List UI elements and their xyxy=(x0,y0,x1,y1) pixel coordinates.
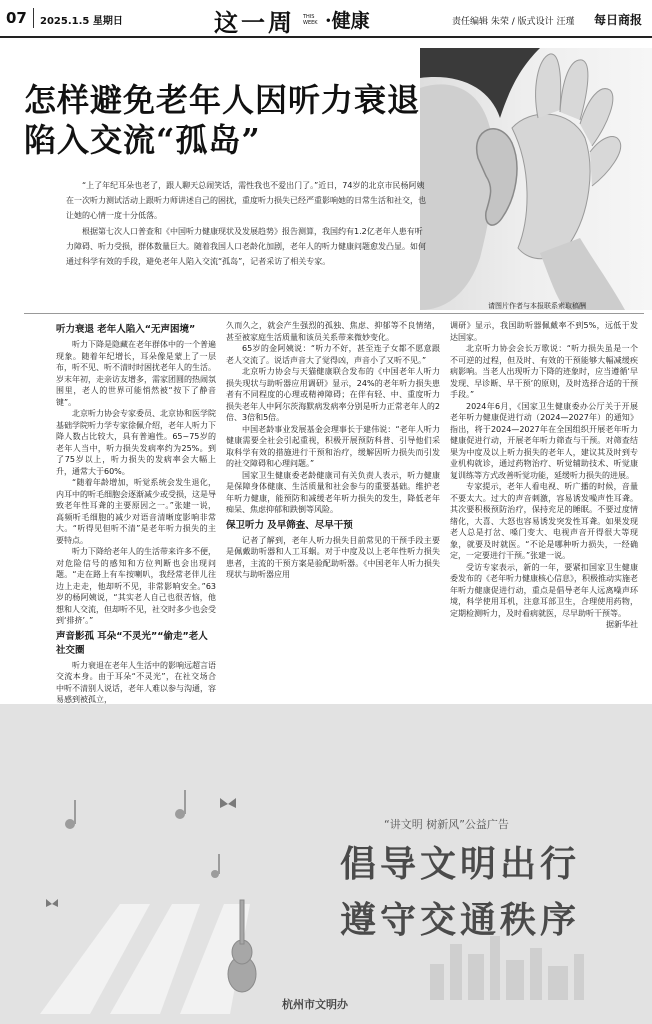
article-title xyxy=(24,80,444,160)
hand-to-ear-illustration xyxy=(420,48,652,310)
body-column-2 xyxy=(226,320,440,712)
photo-credit: 请图片作者与本报联系索取稿酬 xyxy=(488,302,586,310)
body-column-3 xyxy=(450,320,638,712)
page-header xyxy=(0,0,652,38)
article-title-line2: 陷入交流“孤岛” xyxy=(24,121,261,159)
body-paragraph: 受访专家表示，新的一年，要紧扣国家卫生健康委发布的《老年听力健康核心信息》，积极推动实施老年听力健康促进行动，重点是倡导老年人远离噪声环境，科学使用耳机，注意耳部卫生，合理使用药物，定期检测听力，及时看病就医，尽早助听干预等。 xyxy=(450,562,638,618)
issue-date: 2025.1.5 星期日 xyxy=(40,16,123,27)
subheading: 保卫听力 及早筛查、尽早干预 xyxy=(226,519,353,531)
header-divider xyxy=(33,8,34,28)
body-paragraph: 久而久之，就会产生强烈的孤独、焦虑、抑郁等不良情绪，甚至被家庭生活质量和该员关系带来微妙变化。 xyxy=(226,321,440,342)
body-paragraph: 专家提示，老年人看电视、听广播的时候，音量不要太大。过大的声音刺激，容易诱发噪声性耳聋。其次要积极预防治疗，保持充足的睡眠。不要过度情绪化，大喜、大怒也容易诱发突发性耳聋。如果发现老人总是打岔、嗓门变大、电视声音开得很大等现象，就要及时就医。“不论是哪种听力损失，一经确定，一定要进行干预。”张建一说。 xyxy=(450,482,638,560)
body-paragraph: 听力下降给老年人的生活带来许多不便，对危险信号的感知和方位判断也会出现问题。“走在路上有车按喇叭，我经常老伴儿往边上走走，他却听不见，非常影响安全。”63岁的杨阿姨说，“其实老人自己也很苦恼，他想和人交流，但却听不见，社交时多少也会受到‘排挤’。” xyxy=(56,547,216,625)
lead-paragraph: 根据第七次人口普查和《中国听力健康现状及发展趋势》报告测算，我国约有1.2亿老年人患有听力障碍、听力受损，群体数量巨大。随着我国人口老龄化加剧，老年人的听力健康问题愈发凸显。如何通过科学有效的手段，避免老年人陷入交流“孤岛”，记者采访了相关专家。 xyxy=(66,227,426,266)
body-paragraph: “随着年龄增加，听觉系统会发生退化，内耳中的听毛细胞会逐渐减少或受损，这是导致老年性耳聋的主要原因之一。”张建一说，高频听毛细胞的减少对语音清晰度影响非常大。“听得见但听不清”是老年听力损失的主要特点。 xyxy=(56,478,216,545)
editor-credits: 责任编辑 朱荣 / 版式设计 汪瑾 xyxy=(452,17,575,27)
body-column-1 xyxy=(56,320,216,712)
lead-paragraph: “上了年纪耳朵也老了，跟人聊天总闹笑话，需性我也不爱出门了。”近日，74岁的北京市民杨阿姨在一次听力测试活动上跟听力师讲述自己的困扰，重度听力损失已经严重影响她的日常生活和社交，也让她的心情一度十分低落。 xyxy=(66,181,426,220)
body-paragraph: 北京听力协会与天猫健康联合发布的《中国老年人听力损失现状与助听器应用调研》显示，24%的老年听力损失患者有不同程度的心理或精神障碍；在伴有轻、中、重度听力损失老年人中阿尔茨海默病发病率分别是听力正常老年人的2倍、3倍和5倍。 xyxy=(226,367,440,422)
public-service-ad xyxy=(0,704,652,1024)
column-name-en: THIS WEEK xyxy=(303,14,318,26)
body-paragraph: 北京听力协会专家委员、北京协和医学院基础学院听力学专家徐佩介绍，老年人听力下降人数占比较大，具有普遍性。65~75岁的老年人当中，听力损失发病率约为25%。到了75岁以上，听力损失的发病率会大幅上升，通常大于60%。 xyxy=(56,409,216,476)
body-paragraph: 2024年6月，《国家卫生健康委办公厅关于开展老年听力健康促进行动（2024—2027年）的通知》指出，将于2024—2027年在全国组织开展老年听力健康促进行动，开展老年听力筛查与干预。对筛查结果为中度及以上听力损失的老年人，建议其及时到专业机构就诊，通过药物治疗、听觉辅助技术、听觉康复训练等方式改善听觉功能，延缓听力损失的进展。 xyxy=(450,401,638,480)
body-paragraph: 北京听力协会会长万歌说：“听力损失虽是一个不可逆的过程，但及时、有效的干预能够大幅减缓疾病影响。当老人出现听力下降的迹象时，应当遵循‘早发现、早诊断、早干预’的原则，及时选择合适的干预手段。” xyxy=(450,344,638,399)
ad-slogan-line1: 倡导文明出行 xyxy=(340,843,581,885)
section-divider xyxy=(24,313,644,314)
ad-campaign-label: “讲文明 树新风”公益广告 xyxy=(384,818,509,831)
ear-listening-photo xyxy=(420,48,652,310)
column-subname: ·健康 xyxy=(325,10,370,32)
subheading: 听力衰退 老年人陷入“无声困境” xyxy=(56,324,196,335)
byline: 据新华社 xyxy=(606,620,638,629)
newspaper-name: 每日商报 xyxy=(594,13,643,27)
page-number: 07 xyxy=(6,9,27,27)
body-paragraph: 听力衰退在老年人生活中的影响远超言语交流本身。由于耳朵“不灵光”，在社交场合中听不清别人说话，老年人难以参与沟通，容易感到被孤立， xyxy=(56,660,216,704)
body-paragraph: 国家卫生健康委老龄健康司有关负责人表示，听力健康是保障身体健康、生活质量和社会参与的重要基础。维护老年听力健康，能预防和减缓老年听力损失的发生，降低老年痴呆、焦虑抑郁和跌倒等风险。 xyxy=(226,470,440,514)
body-paragraph: 听力下降是隐藏在老年群体中的一个普遍现象。随着年纪增长，耳朵像是蒙上了一层布，听不见、听不清时时困扰老年人的生活。岁末年初，走亲访友增多，需家团圆的热闹氛围里，老人的世界可能悄然被“按下了静音键”。 xyxy=(56,340,216,407)
article-title-line1: 怎样避免老年人因听力衰退 xyxy=(24,81,421,119)
column-name: 这一周 xyxy=(214,8,295,37)
body-paragraph: 调研》显示，我国助听器佩戴率不到5%，远低于发达国家。 xyxy=(450,321,638,342)
body-paragraph: 中国老龄事业发展基金会理事长于建伟说：“老年人听力健康需要全社会引起重视，积极开展预防科普、引导他们采取科学有效的措施进行干预和治疗，缓解因听力损失而引发的社交障碍和心理问题。” xyxy=(226,424,440,468)
body-paragraph: 记者了解到，老年人听力损失目前常见的干预手段主要是佩戴助听器和人工耳蜗。对于中度及以上老年性听力损失患者，主流的干预方案是验配助听器。《中国老年人听力损失现状与助听器应用 xyxy=(226,535,440,579)
article-lead xyxy=(66,178,430,270)
subheading: 声音影孤 耳朵“不灵光”“偷走”老人社交圈 xyxy=(56,630,208,656)
ad-slogan-line2: 遵守交通秩序 xyxy=(340,899,581,941)
ad-organizer: 杭州市文明办 xyxy=(282,998,348,1011)
body-paragraph: 65岁的金阿姨说：“听力不好，甚至连子女都不愿意跟老人交流了。说话声音大了觉得凶，声音小了又听不见。” xyxy=(226,344,440,365)
